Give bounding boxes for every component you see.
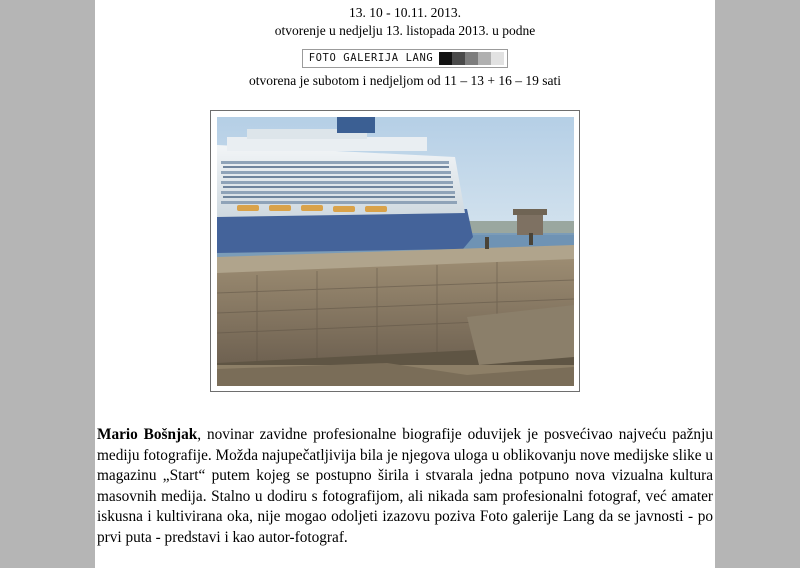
logo-swatch-3	[465, 52, 478, 65]
page-content	[95, 0, 715, 568]
gallery-logo	[95, 49, 715, 68]
logo-swatch-1	[439, 52, 452, 65]
logo-swatch-5	[491, 52, 504, 65]
logo-swatch-strip	[439, 52, 504, 65]
document-page	[95, 0, 715, 568]
photo-graphic	[217, 117, 574, 386]
gallery-logo-box	[302, 49, 509, 68]
exhibition-opening-line: otvorenje u nedjelju 13. listopada 2013. u podne	[274, 23, 536, 38]
article-text	[95, 425, 715, 548]
exhibition-date-range: 13. 10 - 10.11. 2013.	[349, 5, 461, 20]
photo-frame	[210, 110, 580, 392]
exhibition-header	[95, 0, 715, 40]
logo-swatch-4	[478, 52, 491, 65]
gallery-logo-text: FOTO GALERIJA LANG	[308, 52, 434, 64]
artist-name: Mario Bošnjak	[97, 426, 198, 443]
opening-hours: otvorena je subotom i nedjeljom od 11 – 13 + 16 – 19 sati	[249, 73, 561, 88]
logo-swatch-2	[452, 52, 465, 65]
article-body: , novinar zavidne profesionalne biografije oduvijek je posvećivao najveću pažnju mediju fotografije. Možda najupečatljivija bila je njegova uloga u oblikovanju nove medijske slike u magazinu „Start“ putem kojeg se postupno širila i stvarala jedna potpuno nova vizualna kultura masovnih medija. Stalno u dodiru s fotografijom, ali nikada sam profesionalni fotograf, već amater iskusna i kultivirana oka, nije mogao odoljeti izazovu poziva Foto galerije Lang da se javnosti - po prvi puta - predstavi i kao autor-fotograf.	[97, 426, 713, 546]
exhibition-photo	[217, 117, 574, 386]
